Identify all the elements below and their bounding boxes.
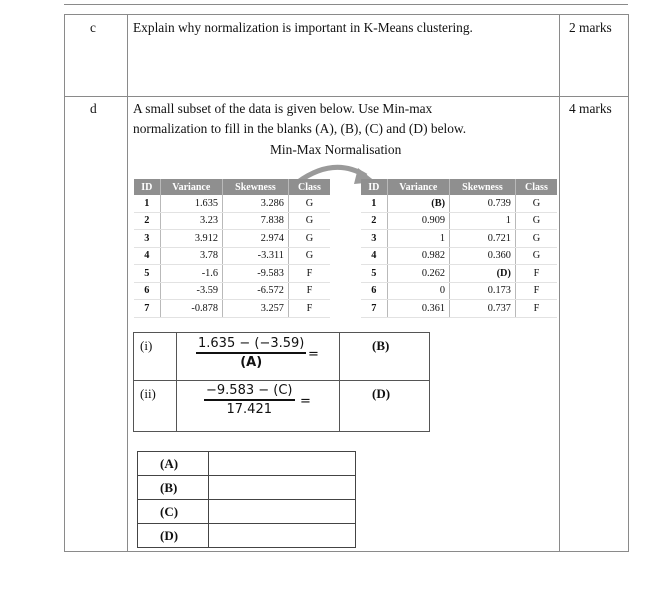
table-cell: 3	[134, 230, 160, 248]
table-cell: F	[515, 300, 557, 318]
table-cell: -9.583	[223, 265, 289, 283]
col-header: Skewness	[223, 179, 289, 195]
col-header: Skewness	[450, 179, 516, 195]
table-cell: F	[288, 300, 330, 318]
table-row	[361, 247, 557, 265]
marks-d: 4 marks	[569, 101, 612, 116]
row-divider-cd	[64, 96, 628, 97]
work-box-divider	[176, 332, 177, 432]
table-cell: G	[288, 212, 330, 230]
col-header: Variance	[387, 179, 449, 195]
top-border	[64, 4, 628, 5]
table-cell: F	[515, 265, 557, 283]
table-cell: G	[515, 230, 557, 248]
answer-row	[138, 476, 356, 500]
table-cell: G	[288, 247, 330, 265]
table-header-row	[134, 179, 330, 195]
table-cell: -0.878	[160, 300, 222, 318]
table-row	[361, 300, 557, 318]
table-cell: G	[515, 247, 557, 265]
table-cell: 3.912	[160, 230, 222, 248]
fraction-denominator: 17.421	[226, 401, 272, 417]
table-cell: 3.286	[223, 195, 289, 212]
table-row	[134, 195, 330, 212]
table-cell: 0.737	[450, 300, 516, 318]
table-cell: G	[515, 195, 557, 212]
answer-blank[interactable]	[209, 500, 356, 524]
table-cell: 0.909	[387, 212, 449, 230]
table-cell: -3.311	[223, 247, 289, 265]
table-cell: 2	[134, 212, 160, 230]
work-index-ii: (ii)	[140, 386, 156, 401]
table-cell: 6	[134, 282, 160, 300]
answer-label: (D)	[138, 524, 209, 548]
table-cell: 0.173	[450, 282, 516, 300]
table-cell: 3.78	[160, 247, 222, 265]
answer-label: (B)	[138, 476, 209, 500]
table-cell: F	[288, 265, 330, 283]
fraction-numerator: −9.583 − (C)	[206, 383, 293, 398]
col-left-border	[64, 14, 65, 552]
answer-blank[interactable]	[209, 476, 356, 500]
question-c: Explain why normalization is important in K-Means clustering.	[133, 20, 473, 35]
table-row	[134, 230, 330, 248]
table-row	[134, 247, 330, 265]
table-cell: 4	[134, 247, 160, 265]
table-cell: 7	[134, 300, 160, 318]
bottom-border	[64, 551, 628, 552]
table-row	[361, 195, 557, 212]
table-cell: 6	[361, 282, 387, 300]
row-label-d: d	[90, 101, 97, 116]
table-cell: 3	[361, 230, 387, 248]
row-divider-top	[64, 14, 628, 15]
table-cell: 1	[450, 212, 516, 230]
answer-table	[137, 451, 356, 548]
table-cell: 5	[361, 265, 387, 283]
table-cell: G	[288, 230, 330, 248]
answer-row	[138, 524, 356, 548]
figure-caption: Min-Max Normalisation	[270, 142, 402, 157]
table-row	[361, 230, 557, 248]
table-cell: 0.361	[387, 300, 449, 318]
col-header: Variance	[160, 179, 222, 195]
work-box-divider	[339, 332, 340, 432]
table-cell: F	[515, 282, 557, 300]
table-row	[134, 212, 330, 230]
table-cell: 2	[361, 212, 387, 230]
fraction-bar	[204, 399, 295, 401]
table-cell: 7.838	[223, 212, 289, 230]
table-cell: 1	[361, 195, 387, 212]
table-cell: 0.360	[450, 247, 516, 265]
table-cell: -6.572	[223, 282, 289, 300]
table-cell: 7	[361, 300, 387, 318]
fraction-i	[196, 336, 306, 370]
table-cell: 1	[387, 230, 449, 248]
table-cell: -1.6	[160, 265, 222, 283]
table-header-row	[361, 179, 557, 195]
table-row	[134, 300, 330, 318]
table-row	[361, 282, 557, 300]
col-header: Class	[288, 179, 330, 195]
table-cell: -3.59	[160, 282, 222, 300]
question-d-line1: A small subset of the data is given below. Use Min-max	[133, 101, 433, 116]
table-cell: 1	[134, 195, 160, 212]
fraction-bar	[196, 352, 306, 354]
work-box-row-divider	[133, 380, 430, 381]
table-cell: 4	[361, 247, 387, 265]
table-row	[361, 265, 557, 283]
table-cell: 0	[387, 282, 449, 300]
answer-blank[interactable]	[209, 452, 356, 476]
table-row	[134, 265, 330, 283]
table-cell: 0.739	[450, 195, 516, 212]
fraction-numerator: 1.635 − (−3.59)	[198, 336, 305, 351]
col-header: Class	[515, 179, 557, 195]
answer-label-d: (D)	[372, 386, 391, 401]
answer-row	[138, 500, 356, 524]
equals-sign: =	[308, 347, 319, 362]
col-header: ID	[361, 179, 387, 195]
table-cell: G	[288, 195, 330, 212]
equals-sign: =	[300, 394, 311, 409]
table-cell: 3.23	[160, 212, 222, 230]
table-row	[134, 282, 330, 300]
answer-blank[interactable]	[209, 524, 356, 548]
fraction-ii	[204, 383, 295, 417]
table-cell: 2.974	[223, 230, 289, 248]
work-index-i: (i)	[140, 338, 153, 353]
fraction-denominator: (A)	[240, 354, 263, 370]
question-d-line2: normalization to fill in the blanks (A), (B), (C) and (D) below.	[133, 121, 467, 136]
table-cell: (D)	[450, 265, 516, 283]
table-cell: 0.721	[450, 230, 516, 248]
col-header: ID	[134, 179, 160, 195]
table-cell: 1.635	[160, 195, 222, 212]
table-cell: F	[288, 282, 330, 300]
answer-label: (A)	[138, 452, 209, 476]
col-right-border	[628, 14, 629, 552]
table-cell: G	[515, 212, 557, 230]
table-cell: 0.262	[387, 265, 449, 283]
table-cell: (B)	[387, 195, 449, 212]
answer-label-b: (B)	[372, 338, 390, 353]
col-label-divider	[127, 14, 128, 552]
answer-label: (C)	[138, 500, 209, 524]
answer-row	[138, 452, 356, 476]
col-marks-divider	[559, 14, 560, 552]
table-cell: 0.982	[387, 247, 449, 265]
normalized-data-table	[361, 179, 557, 318]
marks-c: 2 marks	[569, 20, 612, 35]
table-cell: 3.257	[223, 300, 289, 318]
table-cell: 5	[134, 265, 160, 283]
original-data-table	[134, 179, 330, 318]
row-label-c: c	[90, 20, 96, 35]
table-row	[361, 212, 557, 230]
